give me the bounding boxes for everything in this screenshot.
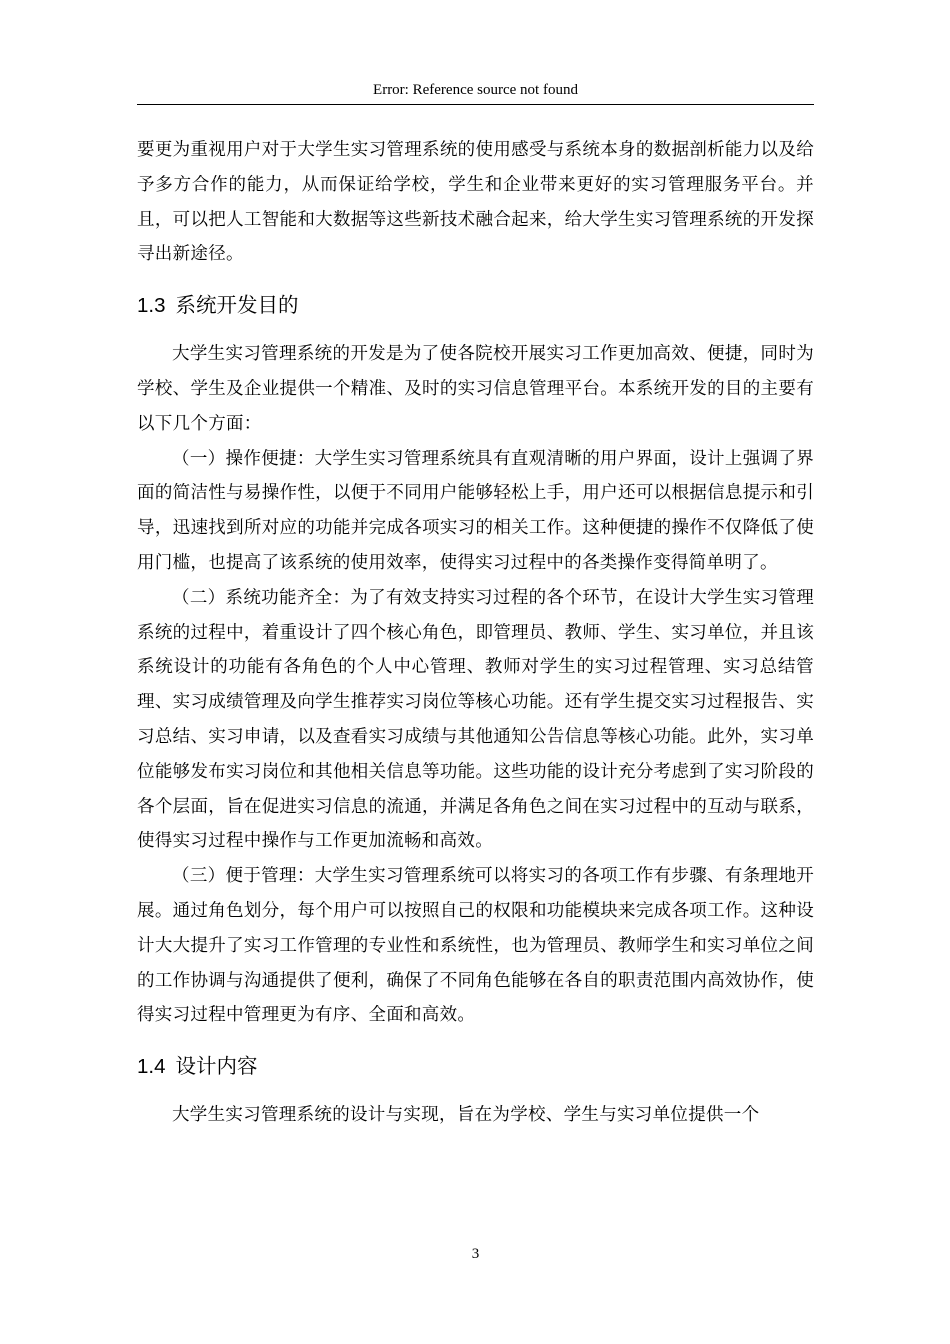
body-paragraph: 要更为重视用户对于大学生实习管理系统的使用感受与系统本身的数据剖析能力以及给予多方合作的能力，从而保证给学校，学生和企业带来更好的实习管理服务平台。并且，可以把人工智能和大数据等这些新技术融合起来，给大学生实习管理系统的开发探寻出新途径。: [137, 140, 814, 265]
body-paragraph: （三）便于管理：大学生实习管理系统可以将实习的各项工作有步骤、有条理地开展。通过角色划分，每个用户可以按照自己的权限和功能模块来完成各项工作。这种设计大大提升了实习工作管理的专业性和系统性，也为管理员、教师学生和实习单位之间的工作协调与沟通提供了便利，确保了不同角色能够在各自的职责范围内高效协作，使得实习过程中管理更为有序、全面和高效。: [137, 866, 814, 1026]
page-number: 3: [471, 1246, 480, 1262]
section-title: 系统开发目的: [175, 294, 299, 318]
body-paragraph: （二）系统功能齐全：为了有效支持实习过程的各个环节，在设计大学生实习管理系统的过程中，着重设计了四个核心角色，即管理员、教师、学生、实习单位，并且该系统设计的功能有各角色的个人中心管理、教师对学生的实习过程管理、实习总结管理、实习成绩管理及向学生推荐实习岗位等核心功能。还有学生提交实习过程报告、实习总结、实习申请，以及查看实习成绩与其他通知公告信息等核心功能。此外，实习单位能够发布实习岗位和其他相关信息等功能。这些功能的设计充分考虑到了实习阶段的各个层面，旨在促进实习信息的流通，并满足各角色之间在实习过程中的互动与联系，使得实习过程中操作与工作更加流畅和高效。: [137, 587, 814, 852]
section-heading-1-4: [137, 1036, 814, 1098]
section-number: 1.4: [137, 1055, 166, 1079]
section-number: 1.3: [137, 294, 166, 318]
page-body: [137, 133, 814, 1133]
body-paragraph: （一）操作便捷：大学生实习管理系统具有直观清晰的用户界面，设计上强调了界面的简洁性与易操作性，以便于不同用户能够轻松上手，用户还可以根据信息提示和引导，迅速找到所对应的功能并完成各项实习的相关工作。这种便捷的操作不仅降低了使用门槛，也提高了该系统的使用效率，使得实习过程中的各类操作变得简单明了。: [137, 448, 814, 573]
body-paragraph: 大学生实习管理系统的开发是为了使各院校开展实习工作更加高效、便捷，同时为学校、学生及企业提供一个精准、及时的实习信息管理平台。本系统开发的目的主要有以下几个方面：: [137, 344, 814, 434]
running-header: Error: Reference source not found: [373, 82, 578, 98]
section-heading-1-3: [137, 275, 814, 337]
header-rule: [137, 104, 814, 105]
section-title: 设计内容: [175, 1055, 258, 1079]
body-paragraph: 大学生实习管理系统的设计与实现，旨在为学校、学生与实习单位提供一个: [172, 1105, 760, 1126]
